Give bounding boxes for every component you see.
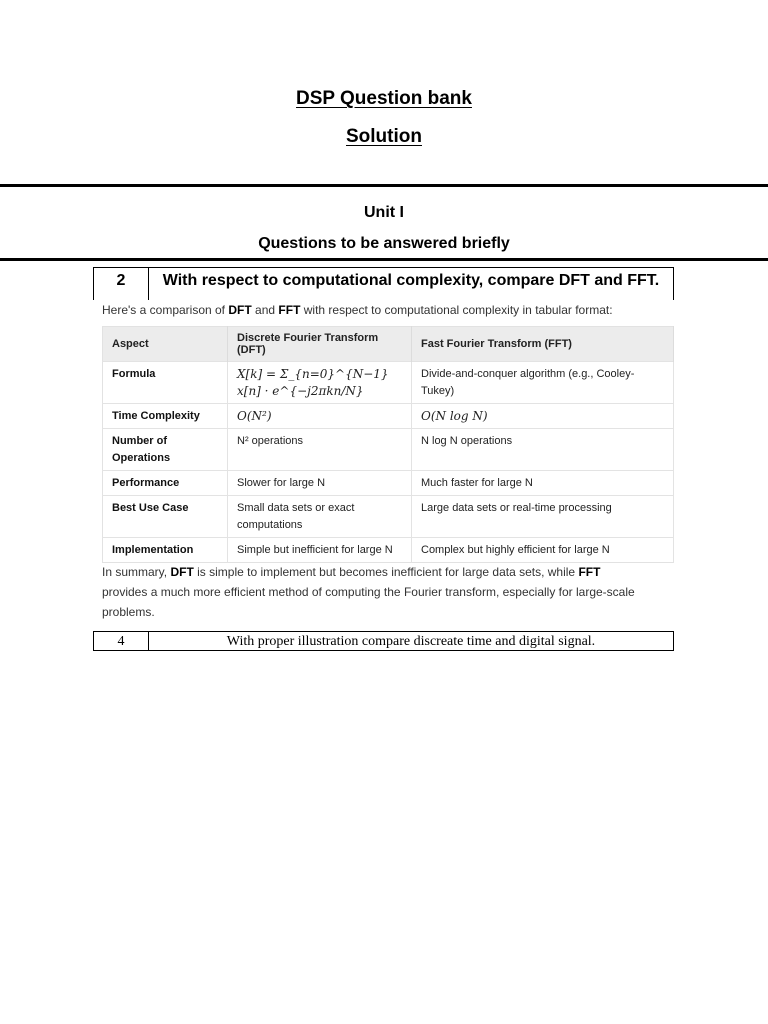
question-text: With respect to computational complexity, compare DFT and FFT. bbox=[162, 272, 660, 289]
table-row bbox=[103, 404, 674, 429]
question-number: 4 bbox=[94, 632, 149, 650]
question-number: 2 bbox=[94, 268, 149, 300]
row-fft: Complex but highly efficient for large N bbox=[412, 538, 674, 563]
question-row bbox=[93, 267, 674, 300]
row-fft: Divide-and-conquer algorithm (e.g., Cooley-Tukey) bbox=[412, 362, 674, 404]
row-aspect: Number of Operations bbox=[103, 429, 228, 471]
summary-dft: DFT bbox=[170, 565, 194, 579]
intro-dft: DFT bbox=[228, 303, 252, 317]
question-row bbox=[93, 631, 674, 651]
row-dft: N² operations bbox=[228, 429, 412, 471]
intro-and: and bbox=[255, 303, 276, 317]
row-aspect: Best Use Case bbox=[103, 496, 228, 538]
row-aspect: Formula bbox=[103, 362, 228, 404]
summary-fft: FFT bbox=[578, 565, 601, 579]
intro-text: Here's a comparison of bbox=[102, 303, 226, 317]
document-subtitle: Solution bbox=[346, 126, 422, 147]
row-aspect: Performance bbox=[103, 471, 228, 496]
row-fft: Large data sets or real-time processing bbox=[412, 496, 674, 538]
row-dft: Simple but inefficient for large N bbox=[228, 538, 412, 563]
row-dft: Slower for large N bbox=[228, 471, 412, 496]
answer-summary bbox=[102, 562, 642, 622]
intro-suffix: with respect to computational complexity in tabular format: bbox=[303, 303, 613, 317]
table-row bbox=[103, 496, 674, 538]
table-row bbox=[103, 429, 674, 471]
intro-fft: FFT bbox=[278, 303, 301, 317]
row-dft: Small data sets or exact computations bbox=[228, 496, 412, 538]
header-fft: Fast Fourier Transform (FFT) bbox=[412, 327, 674, 362]
row-fft: O(N log N) bbox=[412, 404, 674, 429]
question-text: With proper illustration compare discreate time and digital signal. bbox=[226, 634, 596, 649]
document-title: DSP Question bank bbox=[296, 88, 472, 109]
row-fft: Much faster for large N bbox=[412, 471, 674, 496]
row-fft: N log N operations bbox=[412, 429, 674, 471]
row-aspect: Implementation bbox=[103, 538, 228, 563]
row-aspect: Time Complexity bbox=[103, 404, 228, 429]
comparison-table bbox=[102, 326, 674, 563]
unit-heading: Unit I bbox=[364, 204, 404, 221]
table-row bbox=[103, 362, 674, 404]
summary-text: In summary, bbox=[102, 565, 168, 579]
table-row bbox=[103, 538, 674, 563]
row-dft: X[k] = Σ_{n=0}^{N−1} x[n] · e^{−j2πkn/N} bbox=[228, 362, 412, 404]
bottom-divider bbox=[0, 258, 768, 261]
table-row bbox=[103, 471, 674, 496]
header-aspect: Aspect bbox=[103, 327, 228, 362]
top-divider bbox=[0, 184, 768, 187]
row-dft: O(N²) bbox=[228, 404, 412, 429]
summary-suffix: provides a much more efficient method of computing the Fourier transform, especially for large-scale problems. bbox=[102, 585, 635, 619]
header-dft: Discrete Fourier Transform (DFT) bbox=[228, 327, 412, 362]
section-heading: Questions to be answered briefly bbox=[258, 235, 510, 252]
answer-intro bbox=[102, 303, 613, 317]
table-header-row bbox=[103, 327, 674, 362]
summary-mid: is simple to implement but becomes inefficient for large data sets, while bbox=[197, 565, 576, 579]
